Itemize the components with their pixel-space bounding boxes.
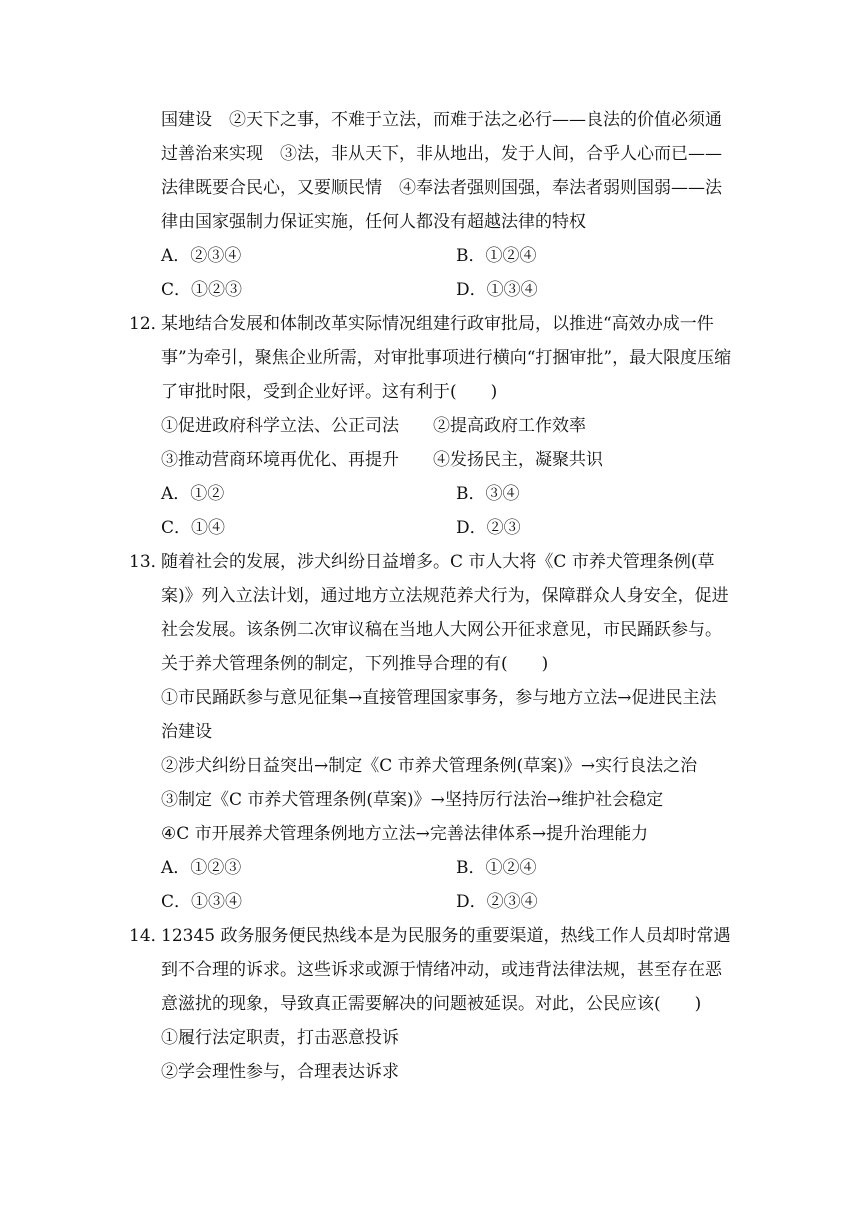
q12-stem-line: 某地结合发展和体制改革实际情况组建行政审批局，以推进“高效办成一件	[161, 314, 714, 334]
q13-item-line: 治建设	[161, 722, 212, 742]
q14-stem-line: 12345 政务服务便民热线本是为民服务的重要渠道，热线工作人员却时常遇	[161, 926, 731, 946]
q13-item-line: ③制定《C 市养犬管理条例(草案)》→坚持厉行法治→维护社会稳定	[161, 790, 664, 810]
q12-stem-line: 事”为牵引，聚焦企业所需，对审批事项进行横向“打捆审批”，最大限度压缩	[161, 348, 732, 368]
q14-stem-line: 到不合理的诉求。这些诉求或源于情绪冲动，或违背法律法规，甚至存在恶	[161, 960, 722, 980]
q14-stem-text: 意滋扰的现象，导致真正需要解决的问题被延误。对此，公民应该(	[161, 994, 661, 1014]
q12-stem-text: 了审批时限，受到企业好评。这有利于(	[161, 382, 457, 402]
q11-text-line: 律由国家强制力保证实施，任何人都没有超越法律的特权	[161, 212, 586, 232]
q11-option-c[interactable]: C．①②③	[161, 280, 243, 300]
q13-item-line: ④C 市开展养犬管理条例地方立法→完善法律体系→提升治理能力	[161, 824, 649, 844]
q13-item-line: ②涉犬纠纷日益突出→制定《C 市养犬管理条例(草案)》→实行良法之治	[161, 756, 698, 776]
paren-close: )	[694, 994, 702, 1014]
q11-option-b[interactable]: B．①②④	[456, 246, 537, 266]
q11-text-line: 法律既要合民心，又要顺民情 ④奉法者强则国强，奉法者弱则国弱——法	[161, 178, 722, 198]
q13-stem-line: 案)》列入立法计划，通过地方立法规范养犬行为，保障群众人身安全，促进	[161, 586, 729, 606]
q11-text-line: 国建设 ②天下之事，不难于立法，而难于法之必行——良法的价值必须通	[161, 110, 722, 130]
q12-option-b[interactable]: B．③④	[456, 484, 520, 504]
q12-item-line: ①促进政府科学立法、公正司法 ②提高政府工作效率	[161, 416, 586, 436]
q14-item-line: ②学会理性参与，合理表达诉求	[161, 1062, 399, 1082]
q13-option-a[interactable]: A．①②③	[161, 858, 242, 878]
q12-option-d[interactable]: D．②③	[456, 518, 521, 538]
q12-item-line: ③推动营商环境再优化、再提升 ④发扬民主，凝聚共识	[161, 450, 603, 470]
q12-option-a[interactable]: A．①②	[161, 484, 225, 504]
q14-stem-line-last	[161, 992, 701, 1016]
paren-close: )	[490, 382, 498, 402]
q12-first-line	[129, 312, 714, 336]
q13-stem-line-last	[161, 652, 548, 676]
q14-item-line: ①履行法定职责，打击恶意投诉	[161, 1028, 399, 1048]
q13-option-b[interactable]: B．①②④	[456, 858, 537, 878]
q13-stem-text: 关于养犬管理条例的制定，下列推导合理的有(	[161, 654, 508, 674]
q12-option-c[interactable]: C．①④	[161, 518, 226, 538]
q13-stem-line: 随着社会的发展，涉犬纠纷日益增多。C 市人大将《C 市养犬管理条例(草	[161, 552, 715, 572]
q13-option-d[interactable]: D．②③④	[456, 892, 538, 912]
q11-option-d[interactable]: D．①③④	[456, 280, 538, 300]
q12-stem-line-last	[161, 380, 497, 404]
q11-option-a[interactable]: A．②③④	[161, 246, 242, 266]
paren-close: )	[541, 654, 549, 674]
question-number: 12．	[129, 314, 168, 334]
question-number: 14．	[129, 926, 168, 946]
q11-text-line: 过善治来实现 ③法，非从天下，非从地出，发于人间，合乎人心而已——	[161, 144, 722, 164]
question-number: 13．	[129, 552, 168, 572]
q13-option-c[interactable]: C．①③④	[161, 892, 243, 912]
q13-item-line: ①市民踊跃参与意见征集→直接管理国家事务，参与地方立法→促进民主法	[161, 688, 717, 708]
q14-first-line	[129, 924, 730, 948]
q13-first-line	[129, 550, 714, 574]
q13-stem-line: 社会发展。该条例二次审议稿在当地人大网公开征求意见，市民踊跃参与。	[161, 620, 722, 640]
